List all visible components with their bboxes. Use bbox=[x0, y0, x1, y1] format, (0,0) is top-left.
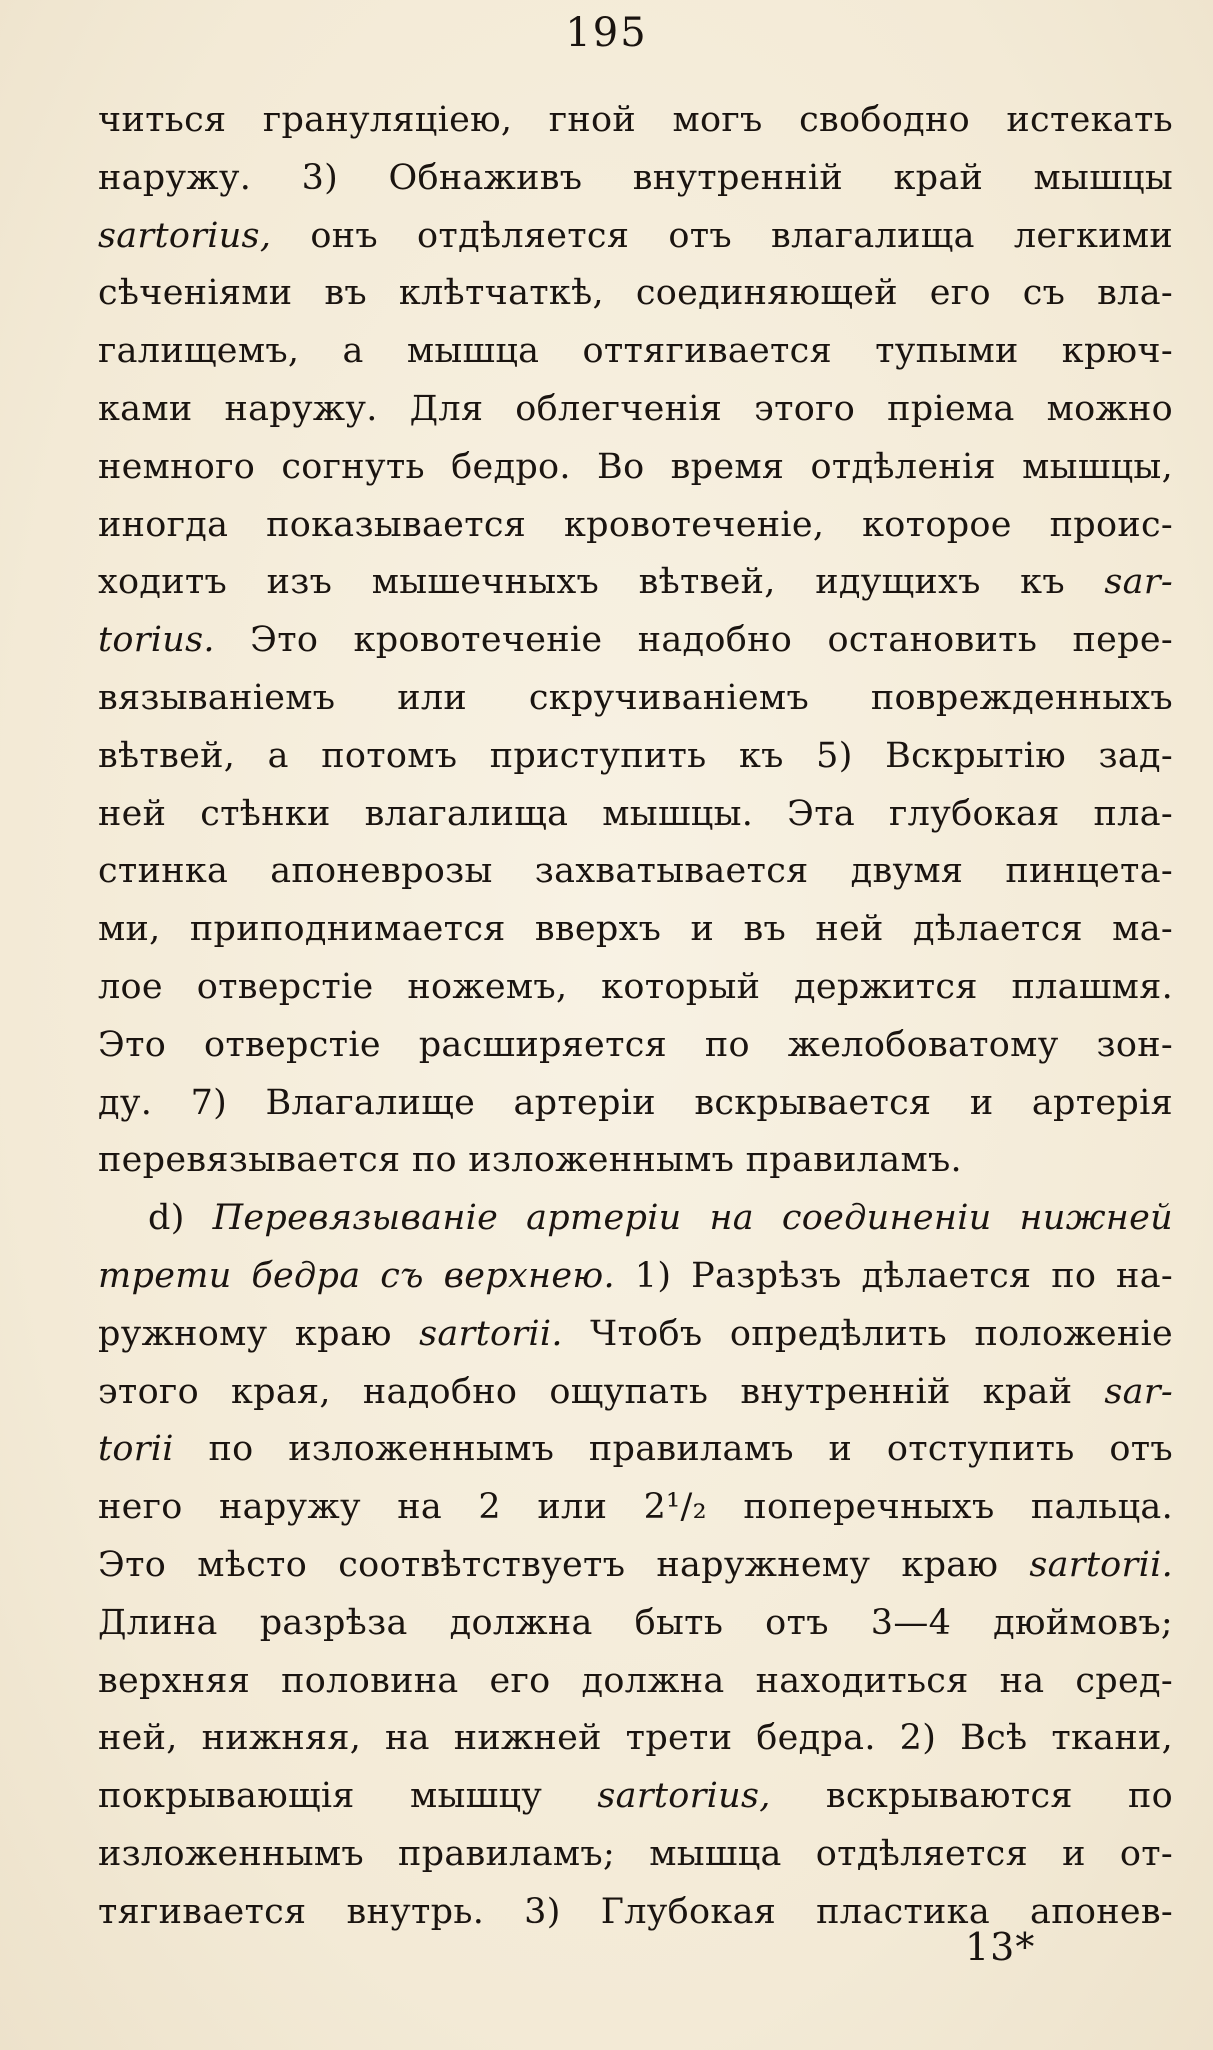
italic-text: sartorius, bbox=[98, 215, 272, 256]
text-segment: ду. 7) Влагалище артеріи вскрывается и артерія bbox=[98, 1082, 1173, 1123]
text-line bbox=[98, 150, 1173, 208]
text-line bbox=[98, 1595, 1173, 1653]
text-line bbox=[98, 728, 1173, 786]
text-segment: стинка апоневрозы захватывается двумя пинцета- bbox=[98, 851, 1173, 892]
text-line bbox=[98, 439, 1173, 497]
text-line bbox=[98, 1537, 1173, 1595]
text-segment: вскрываются по bbox=[770, 1776, 1174, 1817]
text-line bbox=[98, 670, 1173, 728]
text-segment: d) bbox=[148, 1198, 213, 1239]
text-line bbox=[98, 1826, 1173, 1884]
text-segment: 1) Разрѣзъ дѣлается по на- bbox=[614, 1255, 1173, 1296]
text-line bbox=[98, 1710, 1173, 1768]
text-segment: немного согнуть бедро. Во время отдѣленія мышцы, bbox=[98, 446, 1173, 487]
text-segment: ней, нижняя, на нижней трети бедра. 2) Всѣ ткани, bbox=[98, 1718, 1173, 1759]
text-line bbox=[98, 843, 1173, 901]
text-segment: ружному краю bbox=[98, 1313, 420, 1354]
text-line bbox=[98, 786, 1173, 844]
body-text bbox=[98, 92, 1173, 1942]
text-segment: лое отверстіе ножемъ, который держится плашмя. bbox=[98, 966, 1173, 1007]
text-segment: сѣченіями въ клѣтчаткѣ, соединяющей его съ вла- bbox=[98, 273, 1173, 314]
text-segment: иногда показывается кровотеченіе, которое проис- bbox=[98, 504, 1173, 545]
text-segment: Длина разрѣза должна быть отъ 3—4 дюймовъ; bbox=[98, 1602, 1173, 1643]
text-line bbox=[98, 1248, 1173, 1306]
text-segment: галищемъ, а мышца оттягивается тупыми крюч- bbox=[98, 331, 1173, 372]
text-line bbox=[98, 1768, 1173, 1826]
italic-text: torius. bbox=[98, 620, 215, 661]
text-segment: тягивается внутрь. 3) Глубокая пластика апонев- bbox=[98, 1891, 1173, 1932]
text-segment: наружу. 3) Обнаживъ внутренній край мышцы bbox=[98, 157, 1173, 198]
text-line bbox=[98, 323, 1173, 381]
text-segment: перевязывается по изложеннымъ правиламъ. bbox=[98, 1140, 962, 1181]
text-segment: Это мѣсто соотвѣтствуетъ наружнему краю bbox=[98, 1544, 1030, 1585]
text-line bbox=[98, 1017, 1173, 1075]
text-line bbox=[98, 497, 1173, 555]
text-line bbox=[98, 959, 1173, 1017]
text-segment: ходитъ изъ мышечныхъ вѣтвей, идущихъ къ bbox=[98, 562, 1105, 603]
text-line bbox=[98, 265, 1173, 323]
text-segment: вязываніемъ или скручиваніемъ поврежденныхъ bbox=[98, 677, 1173, 718]
text-segment: изложеннымъ правиламъ; мышца отдѣляется и от- bbox=[98, 1833, 1173, 1874]
text-line bbox=[98, 1075, 1173, 1133]
text-segment: него наружу на 2 или 2¹/₂ поперечныхъ пальца. bbox=[98, 1487, 1173, 1528]
text-segment: этого края, надобно ощупать внутренній край bbox=[98, 1371, 1105, 1412]
text-line bbox=[98, 1653, 1173, 1711]
text-segment: Это отверстіе расширяется по желобоватому зон- bbox=[98, 1024, 1173, 1065]
text-line bbox=[98, 1190, 1173, 1248]
italic-text: sartorii. bbox=[419, 1313, 563, 1354]
italic-text: sar- bbox=[1104, 1371, 1173, 1412]
text-line bbox=[98, 1306, 1173, 1364]
italic-text: sartorius, bbox=[597, 1776, 771, 1817]
page-number: 195 bbox=[565, 10, 648, 56]
text-segment: покрывающія мышцу bbox=[98, 1776, 598, 1817]
text-line bbox=[98, 1132, 1173, 1190]
text-segment: ней стѣнки влагалища мышцы. Эта глубокая пла- bbox=[98, 793, 1173, 834]
text-segment: Это кровотеченіе надобно остановить пере- bbox=[214, 620, 1173, 661]
text-segment: онъ отдѣляется отъ влагалища легкими bbox=[271, 215, 1173, 256]
italic-text: torii bbox=[98, 1429, 174, 1470]
text-line bbox=[98, 381, 1173, 439]
text-line bbox=[98, 1364, 1173, 1422]
text-segment: вѣтвей, а потомъ приступить къ 5) Вскрытію зад- bbox=[98, 735, 1173, 776]
text-line bbox=[98, 1421, 1173, 1479]
italic-text: sartorii. bbox=[1029, 1544, 1173, 1585]
text-segment: Чтобъ опредѣлить положеніе bbox=[562, 1313, 1173, 1354]
text-segment: ми, приподнимается вверхъ и въ ней дѣлается ма- bbox=[98, 909, 1173, 950]
text-line bbox=[98, 1479, 1173, 1537]
printer-signature-mark: 13* bbox=[965, 1925, 1036, 1969]
text-line bbox=[98, 92, 1173, 150]
text-segment: читься грануляціею, гной могъ свободно истекать bbox=[98, 100, 1173, 140]
text-line bbox=[98, 612, 1173, 670]
text-line bbox=[98, 901, 1173, 959]
text-line bbox=[98, 208, 1173, 266]
text-segment: ками наружу. Для облегченія этого пріема можно bbox=[98, 388, 1173, 429]
italic-text: Перевязываніе артеріи на соединеніи нижней bbox=[212, 1198, 1173, 1239]
italic-text: sar- bbox=[1104, 562, 1173, 603]
italic-text: трети бедра съ верхнею. bbox=[98, 1255, 615, 1296]
text-segment: по изложеннымъ правиламъ и отступить отъ bbox=[173, 1429, 1173, 1470]
text-line bbox=[98, 554, 1173, 612]
text-segment: верхняя половина его должна находиться на сред- bbox=[98, 1660, 1173, 1701]
